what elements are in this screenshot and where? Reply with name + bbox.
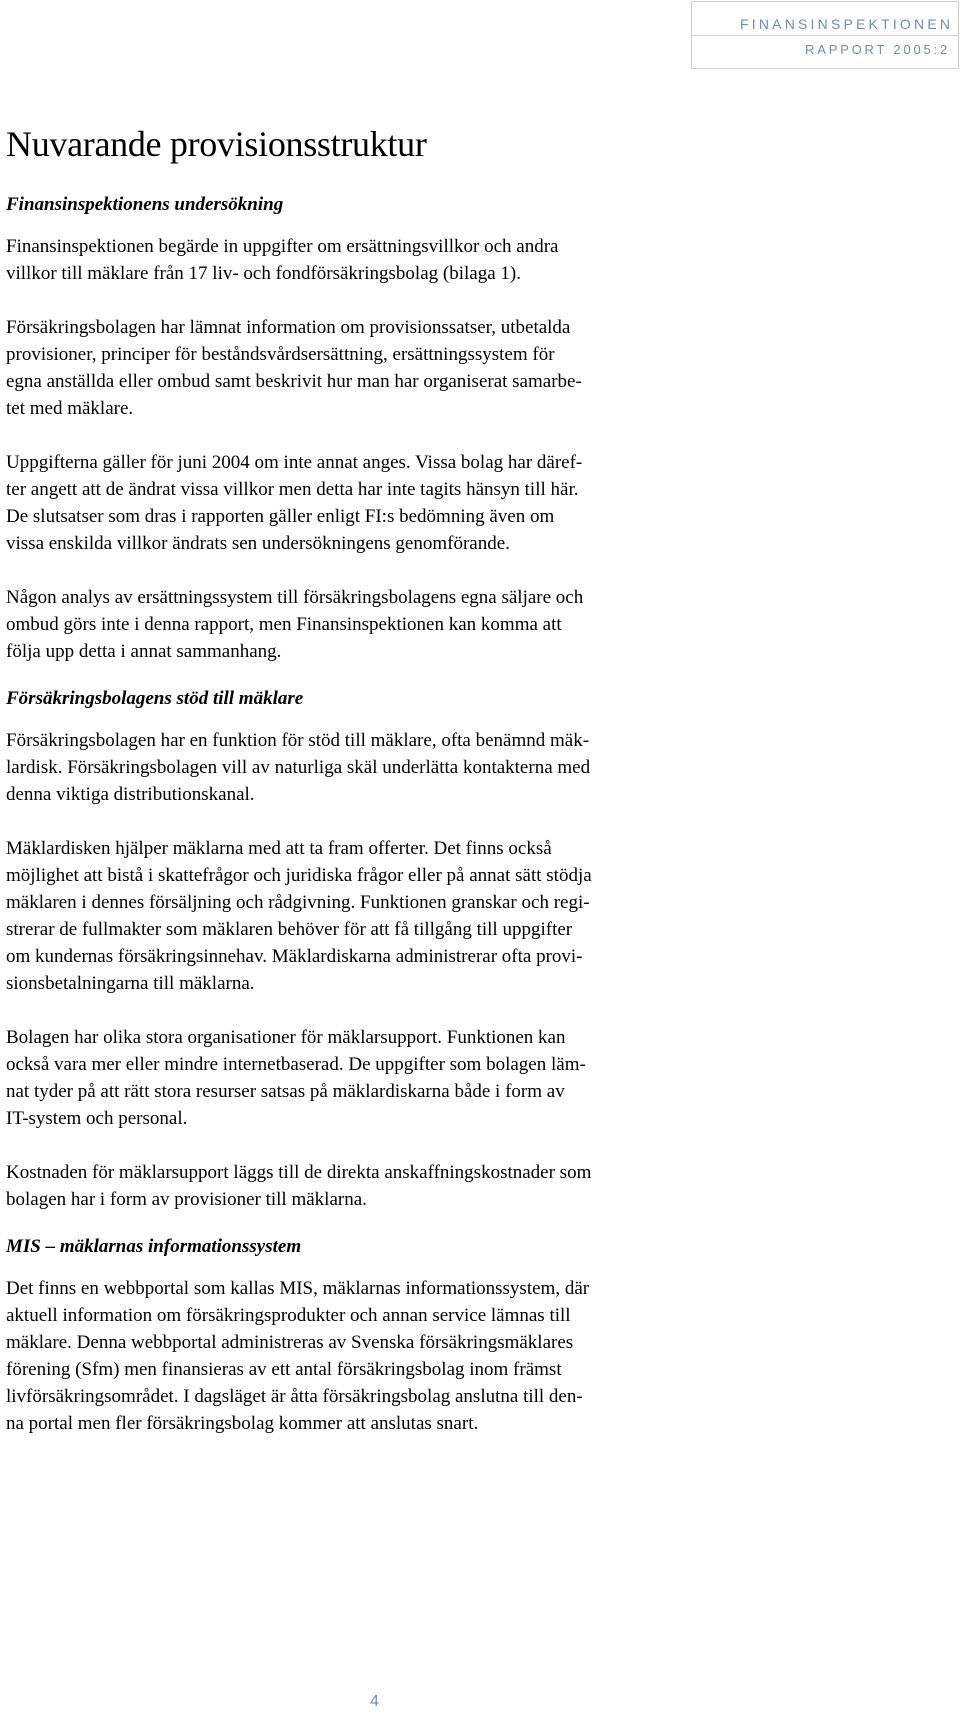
text-line: förening (Sfm) men finansieras av ett antal försäkringsbolag inom främst xyxy=(6,1359,562,1380)
paragraph xyxy=(6,1159,746,1213)
text-line: om kundernas försäkringsinnehav. Mäklardiskarna administrerar ofta provi- xyxy=(6,946,583,967)
report-number: RAPPORT 2005:2 xyxy=(805,42,950,57)
section-forsakringsbolagens-stod xyxy=(6,685,746,1213)
section-heading: MIS – mäklarnas informationssystem xyxy=(6,1236,302,1257)
text-line: strerar de fullmakter som mäklaren behöver för att få tillgång till uppgifter xyxy=(6,919,573,940)
text-line: mäklare. Denna webbportal administreras av Svenska försäkringsmäklares xyxy=(6,1332,574,1353)
paragraph xyxy=(6,1024,746,1132)
text-line: Kostnaden för mäklarsupport läggs till de direkta anskaffningskostnader som xyxy=(6,1162,592,1183)
text-line: denna viktiga distributionskanal. xyxy=(6,784,255,805)
text-line: Det finns en webbportal som kallas MIS, mäklarnas informationssystem, där xyxy=(6,1278,590,1299)
section-mis xyxy=(6,1233,746,1437)
text-line: följa upp detta i annat sammanhang. xyxy=(6,641,282,662)
page-title: Nuvarande provisionsstruktur xyxy=(6,124,427,164)
text-line: IT-system och personal. xyxy=(6,1108,188,1129)
text-line: bolagen har i form av provisioner till mäklarna. xyxy=(6,1189,367,1210)
paragraph xyxy=(6,727,746,808)
text-line: aktuell information om försäkringsprodukter och annan service lämnas till xyxy=(6,1305,571,1326)
text-line: lardisk. Försäkringsbolagen vill av naturliga skäl underlätta kontakterna med xyxy=(6,757,591,778)
page-number: 4 xyxy=(370,1693,379,1710)
organization-name: FINANSINSPEKTIONEN xyxy=(692,12,958,36)
text-line: villkor till mäklare från 17 liv- och fondförsäkringsbolag (bilaga 1). xyxy=(6,263,521,284)
report-header xyxy=(691,1,959,69)
text-line: ombud görs inte i denna rapport, men Finansinspektionen kan komma att xyxy=(6,614,562,635)
text-line: Försäkringsbolagen har lämnat information om provisionssatser, utbetalda xyxy=(6,317,571,338)
text-line: sionsbetalningarna till mäklarna. xyxy=(6,973,255,994)
paragraph xyxy=(6,835,746,997)
text-line: möjlighet att bistå i skattefrågor och juridiska frågor eller på annat sätt stödja xyxy=(6,865,592,886)
text-line: Någon analys av ersättningssystem till försäkringsbolagens egna säljare och xyxy=(6,587,584,608)
text-line: Finansinspektionen begärde in uppgifter om ersättningsvillkor och andra xyxy=(6,236,559,257)
text-line: livförsäkringsområdet. I dagsläget är åtta försäkringsbolag anslutna till den- xyxy=(6,1386,583,1407)
paragraph xyxy=(6,1275,746,1437)
text-line: Försäkringsbolagen har en funktion för stöd till mäklare, ofta benämnd mäk- xyxy=(6,730,590,751)
text-line: na portal men fler försäkringsbolag kommer att anslutas snart. xyxy=(6,1413,479,1434)
paragraph xyxy=(6,314,746,422)
text-line: Bolagen har olika stora organisationer för mäklarsupport. Funktionen kan xyxy=(6,1027,566,1048)
text-line: egna anställda eller ombud samt beskrivit hur man har organiserat samarbe- xyxy=(6,371,582,392)
text-line: också vara mer eller mindre internetbaserad. De uppgifter som bolagen läm- xyxy=(6,1054,586,1075)
text-line: nat tyder på att rätt stora resurser satsas på mäklardiskarna både i form av xyxy=(6,1081,565,1102)
text-line: Mäklardisken hjälper mäklarna med att ta fram offerter. Det finns också xyxy=(6,838,552,859)
text-line: mäklaren i dennes försäljning och rådgivning. Funktionen granskar och regi- xyxy=(6,892,590,913)
text-line: Uppgifterna gäller för juni 2004 om inte annat anges. Vissa bolag har däref- xyxy=(6,452,583,473)
text-line: ter angett att de ändrat vissa villkor men detta har inte tagits hänsyn till här. xyxy=(6,479,579,500)
paragraph xyxy=(6,449,746,557)
text-line: provisioner, principer för beståndsvårdsersättning, ersättningssystem för xyxy=(6,344,555,365)
paragraph xyxy=(6,584,746,665)
document-body xyxy=(6,119,746,1437)
text-line: vissa enskilda villkor ändrats sen undersökningens genomförande. xyxy=(6,533,510,554)
text-line: De slutsatser som dras i rapporten gäller enligt FI:s bedömning även om xyxy=(6,506,555,527)
section-finansinspektionens-undersokning xyxy=(6,191,746,665)
section-heading: Finansinspektionens undersökning xyxy=(6,194,284,215)
paragraph xyxy=(6,233,746,287)
section-heading: Försäkringsbolagens stöd till mäklare xyxy=(6,688,304,709)
text-line: tet med mäklare. xyxy=(6,398,134,419)
